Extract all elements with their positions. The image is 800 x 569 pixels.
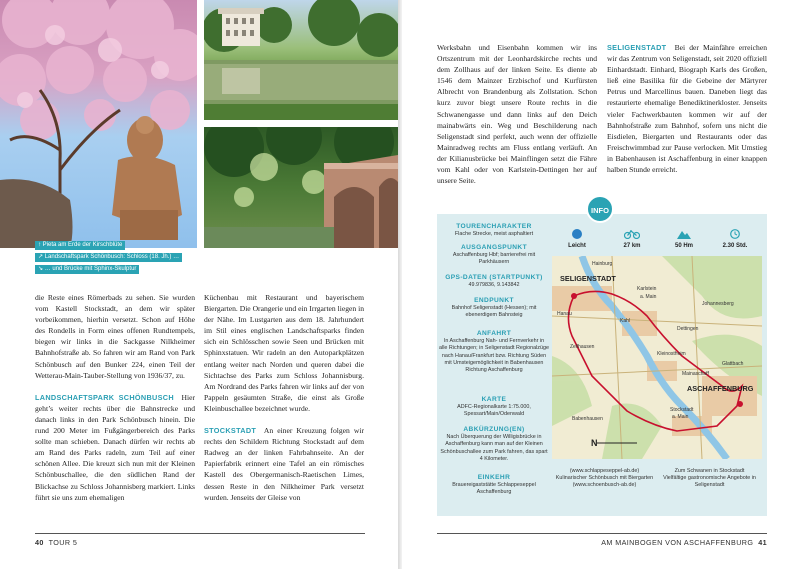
right-text-column-2 <box>607 42 767 175</box>
map-place: Stockstadt <box>670 407 694 413</box>
page-number-right: 41 <box>758 538 767 547</box>
info-endpunkt <box>439 297 549 320</box>
info-ausgangspunkt <box>439 244 549 267</box>
stat-difficulty <box>557 225 597 249</box>
heading-landschaftspark-schoenbusch: LANDSCHAFTSPARK SCHÖNBUSCH <box>35 392 174 402</box>
info-einkehr <box>439 474 549 497</box>
map-place: a. Main <box>640 294 657 300</box>
info-text: ADFC-Regionalkarte 1:75.000, Spessart/Main/Odenwald <box>457 404 531 418</box>
paragraph-roemerbad: die Reste eines Römerbads zu sehen. Sie wurden vom Kastell Stockstadt, an dem wir später vorbeikommen, hierhin versetzt. Schon auf Höhe des Rondells in Form eines offenen Rundtempels, biegen wir links in die Sackgasse Nilkheimer Bahnhofstraße ab. So fahren wir am Rand von Park Schönbusch auf den Bunker 224, einen Teil der Wetterau-Main-Tauber-Stellung von 1936/37, zu. <box>35 293 195 380</box>
elevation-icon <box>677 229 691 239</box>
paragraph-ortszentrum: Werksbahn und Eisenbahn kommen wir ins Ortszentrum mit der Leonhardskirche rechts und dem Zollhaus auf der linken Seite. Es diente ab 1546 dem Mainzer Erzbischof und Kurfürsten Albrecht von Brandenburg als Zollstation. Schon kurz zuvor biegt unsere Route rechts in die Schwanengasse und dann links auf den Deich mainabwärts ein. Weg und Beschilderung nach Seligenstadt sind perfekt, auch wenn der offizielle Mainradweg rechts am Fluss entlang verläuft. An der Kilianusbrücke bei Mainflingen setzt die Fähre vom Kahl oder von Karlstein-Dettingen her auf unsere Seite. <box>437 43 597 186</box>
info-heading: EINKEHR <box>477 474 511 481</box>
route-map <box>552 256 762 459</box>
stat-elevation <box>664 225 704 249</box>
map-place: Zellhausen <box>570 344 595 350</box>
photo-pieta-cherry-blossom <box>0 0 197 248</box>
north-arrow-label: N <box>591 438 598 448</box>
info-heading: AUSGANGSPUNKT <box>460 244 527 251</box>
map-caption-left: (www.schlappeseppel-ab.de) Kulinarischer Schönbusch mit Biergarten (www.schoenbusch-ab.de) <box>555 468 654 489</box>
info-heading: TOURENCHARAKTER <box>456 223 532 230</box>
heading-seligenstadt: SELIGENSTADT <box>607 43 667 52</box>
stat-distance <box>612 225 652 249</box>
info-heading: ABKÜRZUNG(EN) <box>463 426 525 433</box>
info-karte <box>439 396 549 419</box>
info-text: 49.979836, 9.143842 <box>468 282 520 288</box>
map-place: Kleinostheim <box>657 351 686 357</box>
info-text: In Aschaffenburg Nah- und Fernverkehr in alle Richtungen; in Seligenstadt Regionalzüge nach Hanau/Frankfurt bzw. Richtung Süden mit Umsteigemöglichkeit in Babenhausen Richtung Aschaffenburg <box>439 338 549 374</box>
info-text: Nach Überquerung der Willigisbrücke in Aschaffenburg kann man auf der Kleinen Schönbuschallee zum Park fahren, das spart 4 Kilometer. <box>440 434 548 462</box>
footer-rule <box>437 533 767 534</box>
footer-tour-label: TOUR 5 <box>48 538 78 547</box>
map-city-aschaffenburg: ASCHAFFENBURG <box>687 384 754 393</box>
left-text-column-1 <box>35 292 195 503</box>
paragraph-schoenbusch: Hier geht’s weiter rechts über die Bahnstrecke und danach links in den Park Schönbusch hinein. Die rund 200 Meter im Fußgängerbereich des Parks sollte man schieben. Danach dürfen wir rechts ab am Rand des Parks radeln, zum Teil auf einer schönen Allee. Die kreuzt sich nun mit der Kleinen Schönbuschallee, die den südlichen Rand der Blickachse zu Schloss Johannisberg markiert. Links führt sie uns zum ehemaligen <box>35 392 195 502</box>
info-heading: ENDPUNKT <box>474 297 514 304</box>
footer-rule <box>35 533 365 534</box>
map-caption-right: Zum Schwanen in Stockstadt Vielfältige gastronomische Angebote in Seligenstadt <box>663 468 756 489</box>
info-heading: KARTE <box>481 396 507 403</box>
photo-caption-2: ↗ Landschaftspark Schönbusch: Schloss (18. Jh.) … <box>35 253 182 262</box>
info-box <box>437 214 767 516</box>
bicycle-icon <box>624 229 640 239</box>
right-text-column-1 <box>437 42 597 186</box>
map-place: Mainaschaff <box>682 371 709 377</box>
info-gps-daten <box>439 274 549 289</box>
info-anfahrt <box>439 330 549 374</box>
heading-stockstadt: STOCKSTADT <box>204 426 257 436</box>
difficulty-dot-icon <box>572 229 582 239</box>
info-abkuerzungen <box>439 426 549 463</box>
info-badge: INFO <box>586 195 614 223</box>
photo-caption-1: ↑ Pieta am Erde der Kirschblüte <box>35 241 125 250</box>
stat-label: 27 km <box>623 243 641 249</box>
map-city-seligenstadt: SELIGENSTADT <box>560 274 616 283</box>
info-text: Brauereigaststätte Schlappeseppel Aschaffenburg <box>452 482 536 496</box>
left-text-column-2 <box>204 292 364 503</box>
info-text: Flache Strecke, meist asphaltiert <box>454 231 534 237</box>
left-page <box>0 0 398 569</box>
right-page <box>402 0 800 569</box>
info-tourencharakter <box>439 223 549 238</box>
clock-icon <box>730 229 740 239</box>
info-heading: ANFAHRT <box>476 330 512 337</box>
footer-right <box>590 538 767 547</box>
info-heading: GPS-DATEN (STARTPUNKT) <box>445 274 543 281</box>
photo-caption-3: ↘ … und Brücke mit Sphinx-Skulptur <box>35 265 139 274</box>
tour-stats <box>552 225 762 255</box>
map-place: Dettingen <box>677 326 699 332</box>
paragraph-stockstadt: An einer Kreuzung folgen wir rechts den Schildern Richtung Stockstadt auf dem Radweg an der linken Fahrbahnseite. An der Papierfabrik erinnert eine Tafel an ein römisches Kastell des Obergermanisch-Raetischen Limes, dessen Reste in den Nilkheimer Park versetzt wurden. Jenseits der Gleise von <box>204 426 364 502</box>
stat-label: Leicht <box>568 243 586 249</box>
map-place: Kahl <box>620 318 631 324</box>
map-place: a. Main <box>672 414 689 420</box>
page-number-left: 40 <box>35 538 44 547</box>
stat-label: 50 Hm <box>674 243 693 249</box>
stat-duration <box>715 225 755 249</box>
map-place: Karlstein <box>637 286 657 292</box>
map-place: Johannesberg <box>702 301 734 307</box>
paragraph-seligenstadt: Bei der Mainfähre erreichen wir das Zentrum von Seligenstadt, seit 2020 offiziell Einhardstadt. Einhard, Biograph Karls des Großen, ließ eine Basilika für die Gebeine der Märtyrer Petrus und Marcellinus bauen. Daneben liegt das restaurierte ehemalige Benediktinerkloster. Jenseits vieler Fachwerkbauten kommen wir auf der Bahnhofstraße zum Bahnhof, sofern uns nicht die Eisdielen, Biergarten und Restaurants oder das Freischwimmbad zur Pause verlocken. Mit Umstieg in Babenhausen ist Aschaffenburg in einer knappen halben Stunde erreicht. <box>607 43 767 175</box>
map-place: Hainburg <box>592 261 613 267</box>
footer-chapter-title: AM MAINBOGEN VON ASCHAFFENBURG <box>601 538 754 547</box>
route-map-graphic <box>552 256 762 459</box>
info-text: Bahnhof Seligenstadt (Hessen); mit ebenerdigem Bahnsteig <box>451 305 537 319</box>
map-place: Babenhausen <box>572 416 603 422</box>
info-text: Aschaffenburg Hbf; barrierefrei mit Parkhäusern <box>452 252 536 266</box>
photo-bruecke-sphinx <box>204 127 398 248</box>
footer-left <box>35 538 77 547</box>
map-place: Hanau <box>557 311 572 317</box>
paragraph-kuechenbau: Küchenbau mit Restaurant und bayerischem Biergarten. Die Orangerie und ein Irrgarten liegen in der Nähe. Im Lustgarten aus dem 18. Jahrhundert im Stil eines englischen Landschaftsparks finden sich ein Schlösschen sowie Seen und Brücken mit Sphinxstatuen. Wir radeln an den Autoparkplätzen entlang weiter nach Norden und queren dabei die Sichtachse des Parks zum Schloss Johannisburg. Am Nordrand des Parks fahren wir links auf der von Pappeln gesäumten Straße, die einst als Große Kleinbuschallee bezeichnet wurde. <box>204 293 364 413</box>
photo-schloss-schoenbusch <box>204 0 398 120</box>
stat-label: 2.30 Std. <box>722 243 748 249</box>
map-place: Glattbach <box>722 361 744 367</box>
